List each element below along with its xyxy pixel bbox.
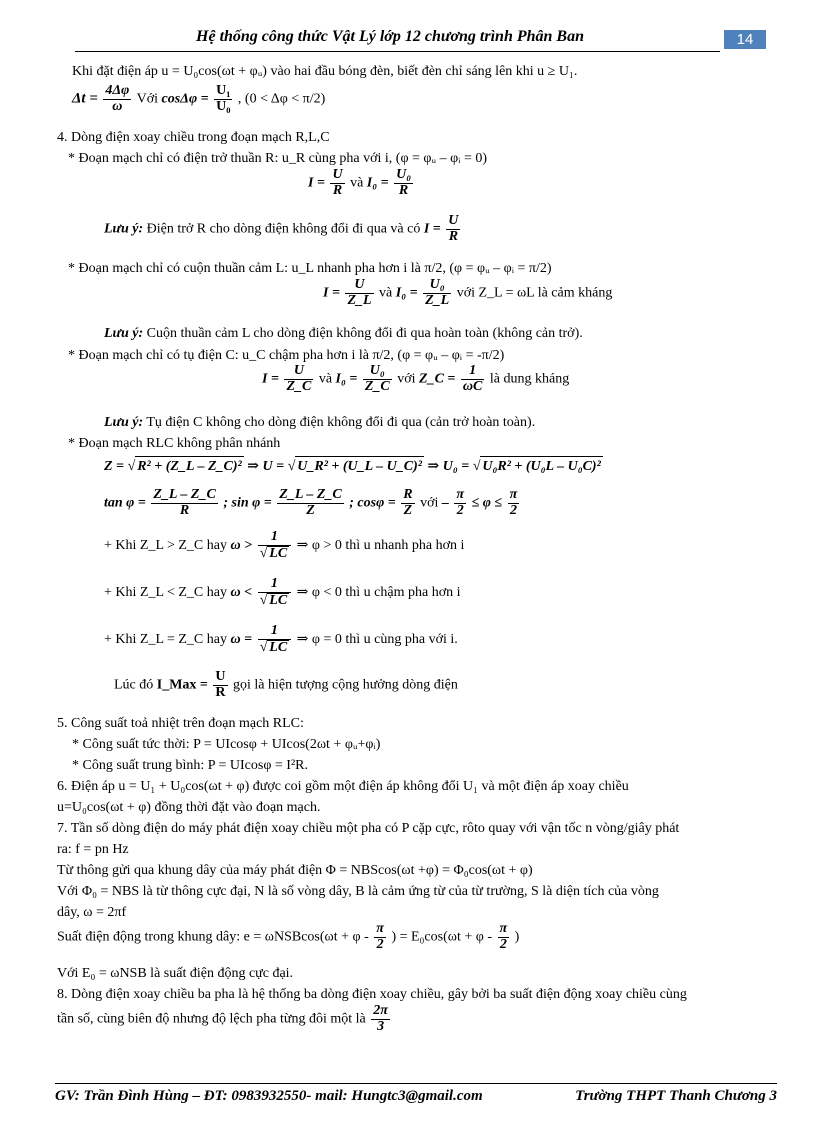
formula-text: ⇒ U₀ = <box>427 459 470 474</box>
formula-text: tần số, cùng biên độ nhưng độ lệch pha từng đôi một là <box>57 1011 366 1027</box>
note-label: Lưu ý: <box>104 415 144 430</box>
formula-text: ) = E₀cos(ωt + φ - <box>391 929 492 945</box>
numerator: π <box>456 487 465 502</box>
footer-rule <box>55 1083 777 1084</box>
section-7-line4: Với Φ₀ = NBS là từ thông cực đại, N là số vòng dây, B là cảm ứng từ của từ trường, S là diện tích của vòng <box>57 884 659 899</box>
page-number-badge: 14 <box>724 30 766 49</box>
footer-author: GV: Trần Đình Hùng – ĐT: 0983932550- mail: Hungtc3@gmail.com <box>55 1088 483 1104</box>
formula-text: cosΔφ = <box>161 91 209 107</box>
resistor-formula <box>308 168 415 208</box>
numerator: 1 <box>258 577 292 593</box>
fraction <box>446 214 460 244</box>
numerator: U <box>332 167 343 182</box>
section-6-line2: u=U₀cos(ωt + φ) đồng thời đặt vào đoạn mạch. <box>57 800 321 815</box>
fraction <box>374 922 386 952</box>
fraction <box>363 364 392 394</box>
note-label: Lưu ý: <box>104 221 144 237</box>
denominator: 2 <box>499 936 507 952</box>
resonance-line <box>114 670 458 712</box>
numerator: 4Δφ <box>105 83 130 98</box>
denominator: R <box>215 684 226 700</box>
formula-text: với <box>420 495 439 511</box>
numerator: 2π <box>373 1003 388 1018</box>
fraction <box>258 624 292 655</box>
section-7-line3: Từ thông gửi qua khung dây của máy phát điện Φ = NBScos(ωt +φ) = Φ₀cos(ωt + φ) <box>57 863 533 878</box>
radicand: U_R² + (U_L – U_C)² <box>295 456 424 477</box>
fraction <box>258 577 292 608</box>
numerator: U <box>448 213 459 228</box>
formula-text: I = <box>423 221 441 237</box>
fraction <box>371 1004 390 1034</box>
section-8-line2 <box>57 1004 392 1046</box>
fraction <box>394 168 413 198</box>
formula-text: ω > <box>230 537 253 553</box>
numerator: 1 <box>461 364 484 380</box>
numerator: U₀ <box>396 167 412 182</box>
denominator: 2 <box>509 502 517 518</box>
denominator: 2 <box>376 936 384 952</box>
fraction <box>214 84 232 114</box>
fraction <box>277 488 343 518</box>
capacitor-formula <box>262 364 569 410</box>
fraction <box>330 168 344 198</box>
fraction <box>498 922 510 952</box>
formula-text: ≤ φ ≤ <box>471 495 503 511</box>
formula-text: + Khi Z_L = Z_C hay <box>104 631 227 647</box>
denominator: R <box>179 502 190 518</box>
note-text: Tụ điện C không cho dòng điện không đổi đi qua (cản trở hoàn toàn). <box>146 415 536 430</box>
numerator: U <box>215 669 226 684</box>
denominator: √ LC <box>259 592 288 608</box>
phase-formula <box>104 488 521 530</box>
formula-text: ) <box>514 929 520 945</box>
radicand: LC <box>269 545 288 561</box>
section-7-line2: ra: f = pn Hz <box>57 842 129 857</box>
denominator: Z_L <box>347 292 372 308</box>
note-label: Lưu ý: <box>104 326 144 341</box>
numerator: π <box>509 487 518 502</box>
formula-text: với <box>397 371 416 387</box>
fraction <box>213 670 227 700</box>
denominator: 3 <box>377 1018 385 1034</box>
inductor-case: * Đoạn mạch chỉ có cuộn thuần cảm L: u_L nhanh pha hơn i là π/2, (φ = φᵤ – φᵢ = π/2) <box>68 261 552 276</box>
radicand: R² + (Z_L – Z_C)² <box>135 456 244 477</box>
section-6-line1: 6. Điện áp u = U₁ + U₀cos(ωt + φ) được coi gồm một điện áp không đổi U₁ và một điện áp xoay chiều <box>57 779 629 794</box>
fraction <box>423 278 451 308</box>
denominator: ωC <box>462 378 483 394</box>
capacitor-case: * Đoạn mạch chỉ có tụ điện C: u_C chậm pha hơn i là π/2, (φ = φᵤ – φᵢ = -π/2) <box>68 348 505 363</box>
radicand: U₀R² + (U₀L – U₀C)² <box>480 456 602 477</box>
note-text: Cuộn thuần cảm L cho dòng điện không đổi đi qua hoàn toàn (không cản trở). <box>146 326 583 341</box>
fraction <box>345 278 373 308</box>
formula-text: ; cosφ = <box>349 495 396 511</box>
denominator: Z <box>403 502 413 518</box>
page-footer <box>55 1088 777 1105</box>
formula-text: gọi là hiện tượng cộng hưởng dòng điện <box>233 677 458 693</box>
section-7-line6: Với E₀ = ωNSB là suất điện động cực đại. <box>57 966 294 981</box>
denominator: Z_L <box>425 292 450 308</box>
numerator: U₁ <box>216 83 231 98</box>
formula-text: , (0 < Δφ < π/2) <box>237 91 326 107</box>
formula-text: I₀ = <box>395 285 418 301</box>
intro-line: Khi đặt điện áp u = U₀cos(ωt + φᵤ) vào hai đầu bóng đèn, biết đèn chỉ sáng lên khi u ≥ U₁. <box>72 64 578 79</box>
resistor-note <box>104 214 462 254</box>
formula-text: Suất điện động trong khung dây: e = ωNSBcos(ωt + φ - <box>57 929 369 945</box>
fraction <box>103 84 131 114</box>
fraction <box>461 364 484 394</box>
formula-text: I₀ = <box>335 371 358 387</box>
numerator: 1 <box>258 624 292 640</box>
delta-t-formula <box>72 84 325 120</box>
denominator: R <box>398 182 409 198</box>
formula-text: và <box>379 285 393 301</box>
numerator: π <box>499 921 508 936</box>
formula-text: I = <box>308 175 325 191</box>
formula-text: Z_C = <box>419 371 456 387</box>
formula-text: ω < <box>230 584 253 600</box>
case-zl-less <box>104 577 460 621</box>
section-7-line5: dây, ω = 2πf <box>57 905 127 920</box>
fraction <box>151 488 217 518</box>
fraction <box>454 488 466 518</box>
formula-text: I₀ = <box>366 175 389 191</box>
note-text: Điện trở R cho dòng điện không đổi đi qua và có <box>146 221 421 237</box>
instant-power: * Công suất tức thời: P = UIcosφ + UIcos(2ωt + φᵤ+φᵢ) <box>72 737 381 752</box>
denominator: 2 <box>456 502 464 518</box>
impedance-formula: Z = √ R² + (Z_L – Z_C)² ⇒ U = √ U_R² + (U_L – U_C)² ⇒ U₀ = √ U₀R² + (U₀L – U₀C)² <box>104 456 603 484</box>
numerator: U <box>345 278 373 294</box>
denominator: Z <box>306 502 315 518</box>
fraction <box>258 530 292 561</box>
fraction <box>284 364 313 394</box>
formula-text: ω = <box>230 631 253 647</box>
formula-text: Với <box>136 91 158 107</box>
denominator: ω <box>112 98 123 114</box>
case-zl-greater <box>104 530 464 574</box>
formula-text: I = <box>323 285 340 301</box>
page-header-title: Hệ thống công thức Vật Lý lớp 12 chương trình Phân Ban <box>196 28 584 45</box>
denominator: R <box>332 182 343 198</box>
denominator: R <box>448 228 459 244</box>
formula-text: ⇒ φ > 0 thì u nhanh pha hơn i <box>296 537 465 553</box>
fraction <box>401 488 414 518</box>
denominator: √ LC <box>259 639 288 655</box>
formula-text: với Z_L = ωL là cảm kháng <box>456 285 613 301</box>
formula-text: + Khi Z_L < Z_C hay <box>104 584 227 600</box>
denominator: √ LC <box>259 545 288 561</box>
section-5-heading: 5. Công suất toả nhiệt trên đoạn mạch RLC: <box>57 716 304 731</box>
formula-text: Z = <box>104 459 125 474</box>
radicand: LC <box>269 592 288 608</box>
formula-text: + Khi Z_L > Z_C hay <box>104 537 227 553</box>
formula-text: ⇒ U = <box>247 459 285 474</box>
formula-text: ⇒ φ = 0 thì u cùng pha với i. <box>296 631 458 647</box>
section-8-line1: 8. Dòng điện xoay chiều ba pha là hệ thống ba dòng điện xoay chiều, gây bởi ba suất điện động xoay chiều cùng <box>57 987 687 1002</box>
capacitor-note <box>104 413 535 433</box>
inductor-note <box>104 324 583 344</box>
fraction <box>508 488 520 518</box>
formula-text: ; sin φ = <box>223 495 272 511</box>
denominator: U₀ <box>216 98 231 114</box>
emf-formula <box>57 922 519 964</box>
header-rule <box>75 51 720 52</box>
resistor-case: * Đoạn mạch chỉ có điện trở thuần R: u_R cùng pha với i, (φ = φᵤ – φᵢ = 0) <box>68 151 488 166</box>
numerator: Z_L – Z_C <box>279 487 342 502</box>
formula-text: I = <box>262 371 279 387</box>
numerator: U₀ <box>363 364 392 380</box>
formula-text: Δt = <box>72 90 98 107</box>
numerator: R <box>403 487 413 502</box>
footer-school: Trường THPT Thanh Chương 3 <box>575 1088 777 1104</box>
formula-text: I_Max = <box>156 677 208 693</box>
rlc-case: * Đoạn mạch RLC không phân nhánh <box>68 436 281 451</box>
formula-text: ⇒ φ < 0 thì u chậm pha hơn i <box>296 584 461 600</box>
formula-text: và <box>350 175 364 191</box>
numerator: Z_L – Z_C <box>153 487 216 502</box>
average-power: * Công suất trung bình: P = UIcosφ = I²R. <box>72 758 308 773</box>
section-7-line1: 7. Tần số dòng điện do máy phát điện xoay chiều một pha có P cặp cực, rôto quay với vận tốc n vòng/giây phát <box>57 821 680 836</box>
formula-text: và <box>318 371 333 387</box>
formula-text: tan φ = <box>104 495 146 511</box>
denominator: Z_C <box>286 378 312 394</box>
inductor-formula <box>323 278 612 320</box>
numerator: U <box>284 364 313 380</box>
numerator: U₀ <box>423 278 451 294</box>
formula-text: – <box>441 495 449 511</box>
numerator: π <box>376 921 384 936</box>
radicand: LC <box>269 639 288 655</box>
section-4-heading: 4. Dòng điện xoay chiều trong đoạn mạch R,L,C <box>57 130 330 145</box>
numerator: 1 <box>258 530 292 546</box>
formula-text: Lúc đó <box>114 677 154 693</box>
formula-text: là dung kháng <box>489 371 570 387</box>
case-zl-equal <box>104 624 458 668</box>
denominator: Z_C <box>364 378 390 394</box>
